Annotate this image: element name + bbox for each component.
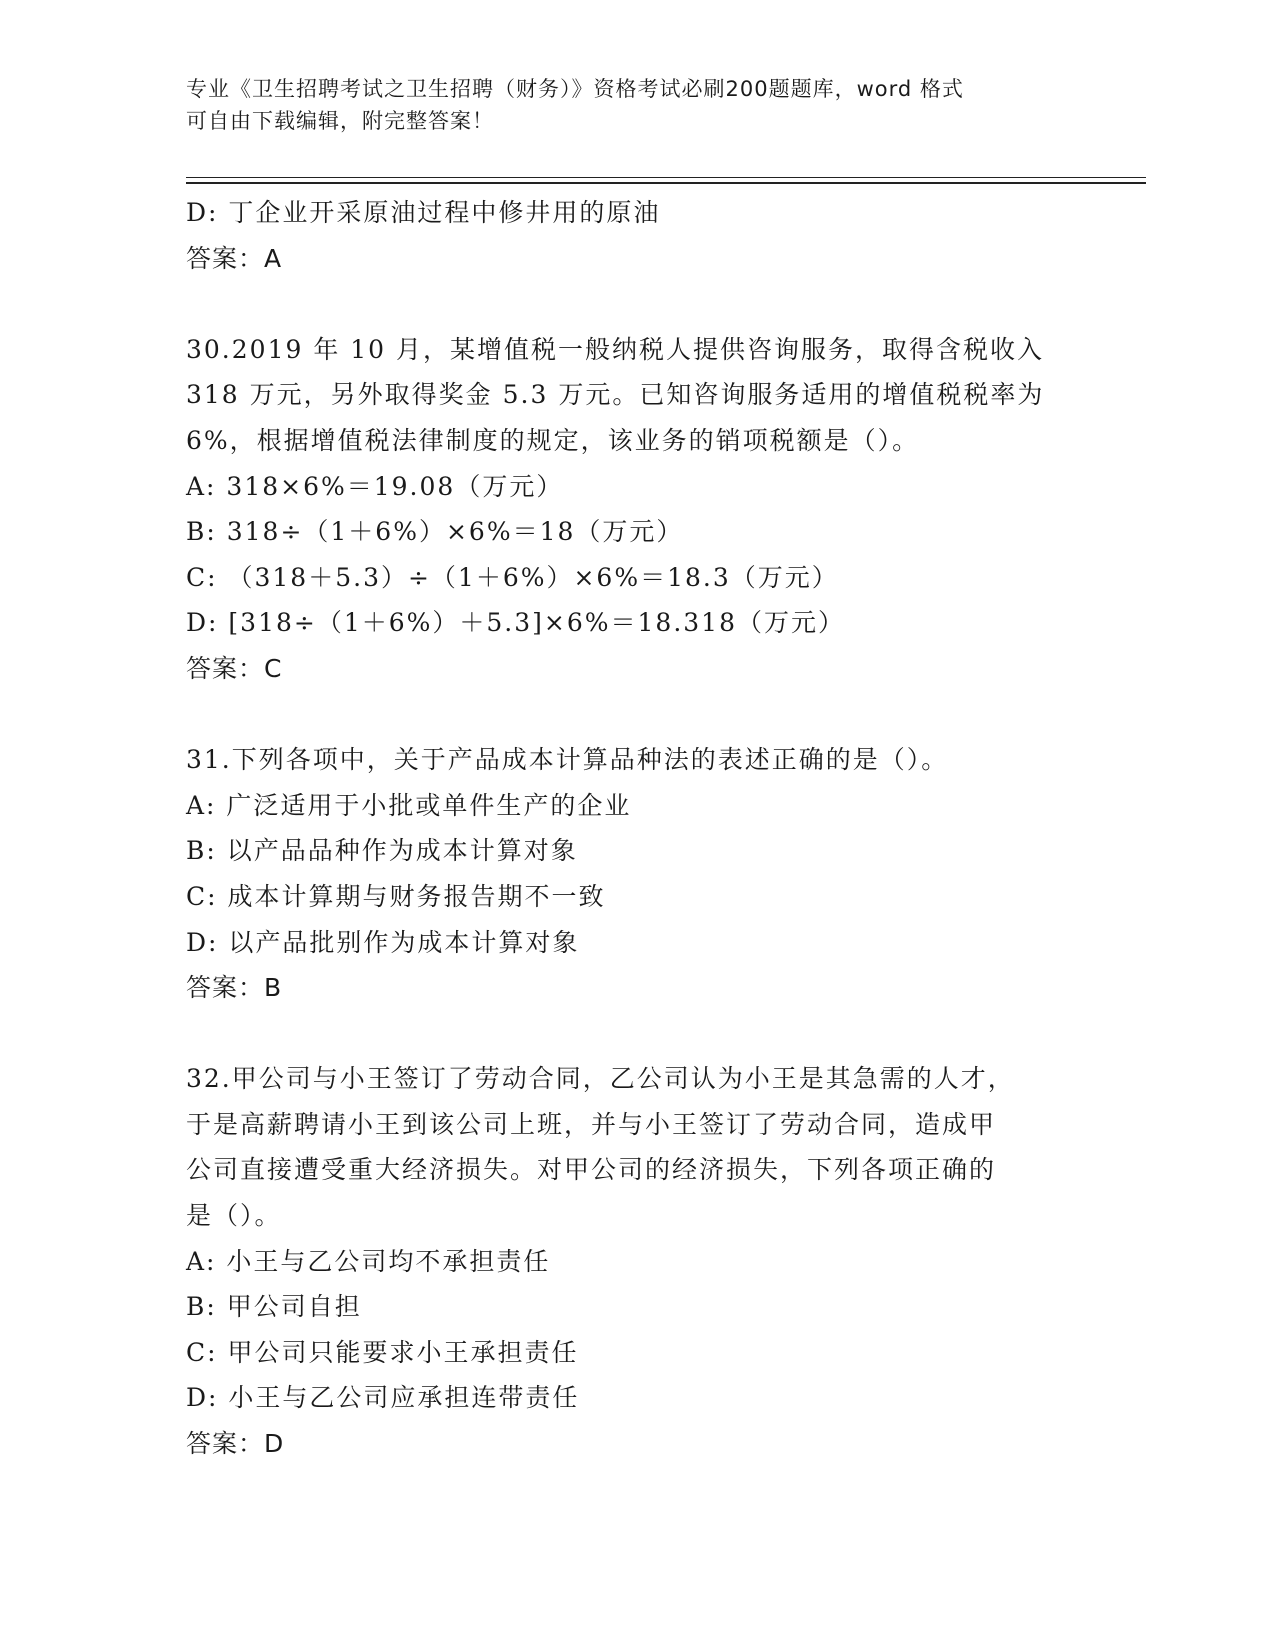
option-c: C: 甲公司只能要求小王承担责任 [186,1337,579,1367]
answer-line: 答案：B [186,973,283,1003]
question-content [186,190,1086,1467]
question-stem: 公司直接遭受重大经济损失。对甲公司的经济损失，下列各项正确的 [186,1155,997,1185]
previous-question-tail [186,190,1086,281]
option-a: A: 广泛适用于小批或单件生产的企业 [186,790,632,820]
question-stem: 于是高薪聘请小王到该公司上班，并与小王签订了劳动合同，造成甲 [186,1109,997,1139]
option-b: B: 318÷（1＋6%）×6%＝18（万元） [186,517,684,547]
option-b: B: 甲公司自担 [186,1292,362,1322]
answer-line: 答案：D [186,1429,285,1459]
answer-line: 答案：C [186,653,283,683]
header-line-1: 专业《卫生招聘考试之卫生招聘（财务）》资格考试必刷200题题库，word 格式 [186,77,964,101]
option-a: A: 小王与乙公司均不承担责任 [186,1246,551,1276]
option-a: A: 318×6%＝19.08（万元） [186,471,564,501]
header-rule-thin [186,177,1146,178]
question-stem: 32.甲公司与小王签订了劳动合同，乙公司认为小王是其急需的人才， [186,1064,1015,1094]
option-d: D: 小王与乙公司应承担连带责任 [186,1383,580,1413]
question-31 [186,737,1086,1011]
option-d: D: 丁企业开采原油过程中修井用的原油 [186,198,661,227]
option-d: D: 以产品批别作为成本计算对象 [186,927,580,957]
answer-line: 答案：A [186,243,283,273]
question-stem: 318 万元，另外取得奖金 5.3 万元。已知咨询服务适用的增值税税率为 [186,380,1045,410]
question-stem: 30.2019 年 10 月，某增值税一般纳税人提供咨询服务，取得含税收入 [186,334,1045,364]
header-rule-thick [186,182,1146,184]
option-d: D: [318÷（1＋6%）＋5.3]×6%＝18.318（万元） [186,608,845,638]
spacer [186,1011,1086,1057]
header-line-2: 可自由下载编辑，附完整答案！ [186,109,494,133]
question-stem: 6%，根据增值税法律制度的规定，该业务的销项税额是（）。 [186,425,920,455]
question-32 [186,1056,1086,1466]
question-stem: 31.下列各项中，关于产品成本计算品种法的表述正确的是（）。 [186,745,949,775]
question-stem: 是（）。 [186,1201,282,1231]
option-b: B: 以产品品种作为成本计算对象 [186,836,578,866]
spacer [186,281,1086,327]
option-c: C: 成本计算期与财务报告期不一致 [186,881,606,911]
spacer [186,692,1086,738]
document-header [186,73,1086,137]
question-30 [186,327,1086,692]
option-c: C: （318＋5.3）÷（1＋6%）×6%＝18.3（万元） [186,562,839,592]
